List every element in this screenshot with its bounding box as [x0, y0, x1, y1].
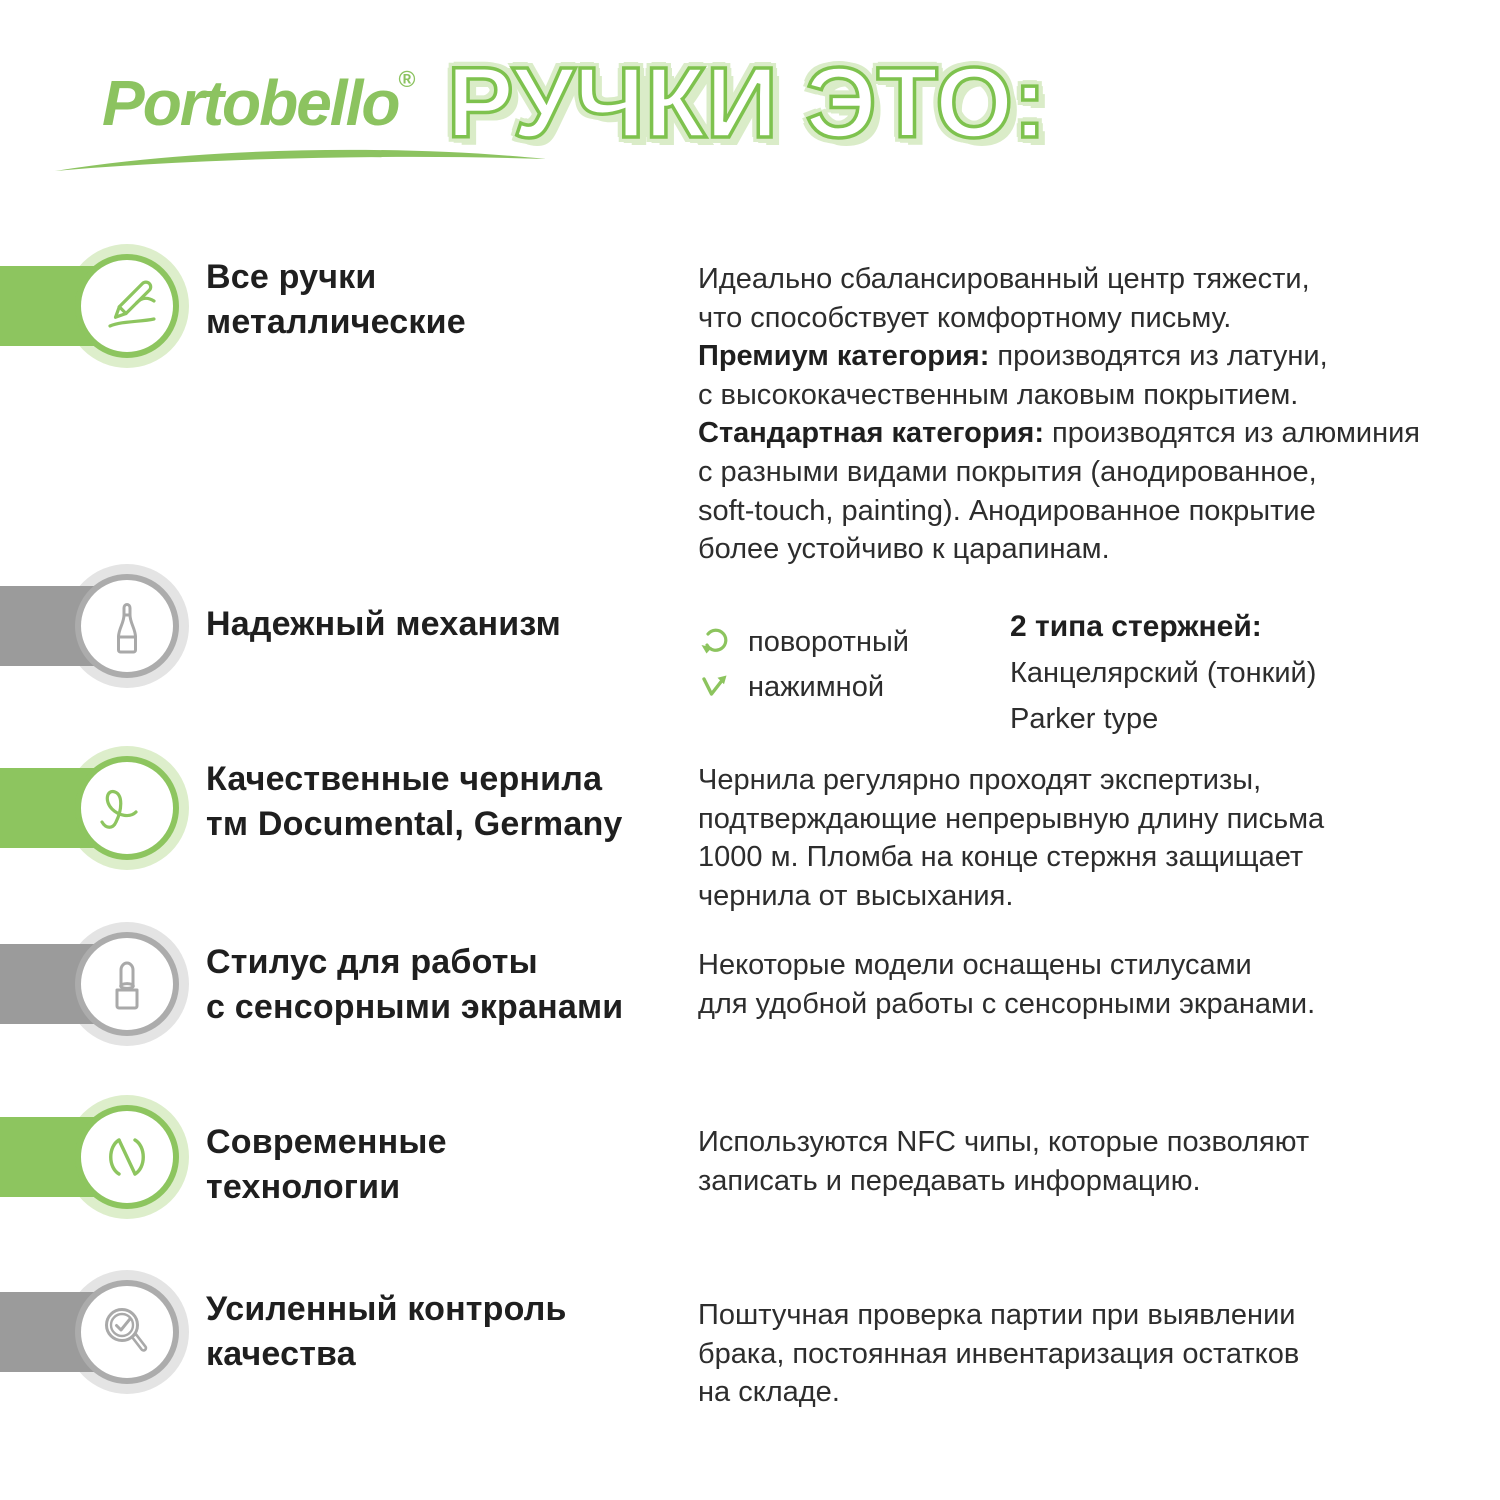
feature-title: Стилус для работы с сенсорными экранами [206, 943, 624, 1026]
nfc-icon [75, 1105, 179, 1209]
icon-halo [65, 746, 189, 870]
feature-title: Современные технологии [206, 1123, 447, 1206]
accent-bar [0, 1292, 130, 1372]
feature-title: Усиленный контроль качества [206, 1290, 567, 1373]
accent-bar [0, 768, 130, 848]
accent-bar [0, 586, 130, 666]
stylus-icon [75, 932, 179, 1036]
icon-halo [65, 564, 189, 688]
mechanism-item-twist: поворотный [698, 620, 909, 664]
brand-logo [102, 66, 415, 140]
icon-halo [65, 1270, 189, 1394]
icon-halo [65, 1095, 189, 1219]
pen-in-hand-icon [75, 254, 179, 358]
feature-title: Качественные чернила тм Documental, Germany [206, 760, 623, 843]
ink-scribble-icon [75, 756, 179, 860]
feature-description: Некоторые модели оснащены стилусами для удобной работы с сенсорными экранами. [698, 949, 1316, 1020]
refill-types-list: 2 типа стержней: Канцелярский (тонкий) Parker type [1010, 610, 1317, 735]
page-title: РУЧКИ ЭТО: [447, 47, 1047, 159]
magnifier-check-icon [75, 1280, 179, 1384]
rotate-arrow-icon [698, 624, 734, 660]
feature-title: Все ручки металлические [206, 258, 466, 341]
mechanism-item-push: нажимной [698, 665, 884, 709]
push-arrow-icon [698, 669, 734, 705]
feature-description: Используются NFC чипы, которые позволяют записать и передавать информацию. [698, 1126, 1310, 1197]
feature-title: Надежный механизм [206, 605, 562, 643]
accent-bar [0, 944, 130, 1024]
feature-description: Чернила регулярно проходят экспертизы, подтверждающие непрерывную длину письма 1000 м. Пломба на конце стержня защищает чернила от высыхания. [698, 764, 1325, 912]
icon-halo [65, 922, 189, 1046]
feature-description: Поштучная проверка партии при выявлении брака, постоянная инвентаризация остатков на складе. [698, 1299, 1300, 1409]
accent-bar [0, 1117, 130, 1197]
accent-bar [0, 266, 130, 346]
registered-trademark-icon: ® [398, 66, 416, 92]
feature-description: Идеально сбалансированный центр тяжести, что способствует комфортному письму. Премиум категория: производятся из латуни, с высококачественным лаковым покрытием. Стандартная категория: производятся из алюминия с разными видами покрытия (анодированное, soft-touch, painting). Анодированное покрытие более устойчиво к царапинам. [698, 263, 1421, 566]
icon-halo [65, 244, 189, 368]
brand-name: Portobello [102, 67, 399, 139]
pen-tip-icon [75, 574, 179, 678]
